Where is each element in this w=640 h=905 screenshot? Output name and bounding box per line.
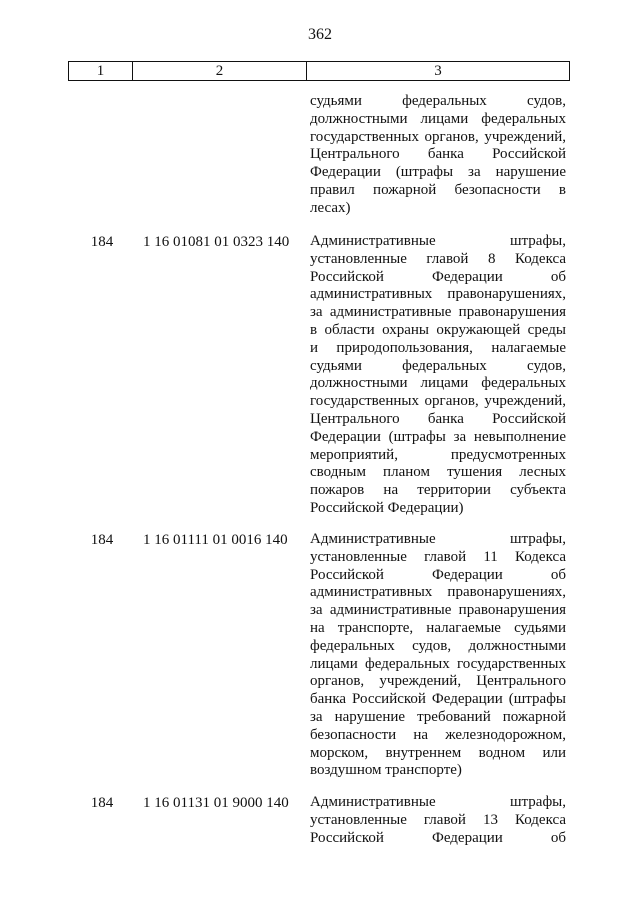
description-line: за административные правонарушения bbox=[310, 602, 566, 619]
description-line: административных правонарушениях, bbox=[310, 584, 566, 601]
description-line: федеральных судов, должностными bbox=[310, 637, 566, 654]
description-line: мероприятий, предусмотренных bbox=[310, 446, 566, 463]
description-line: Административные штрафы, bbox=[310, 794, 566, 810]
description-line: лесах) bbox=[310, 199, 351, 216]
description-line: Российской Федерации) bbox=[310, 499, 464, 516]
description-line: лицами федеральных государственных bbox=[310, 655, 566, 672]
description-line: судьями федеральных судов, bbox=[310, 93, 566, 109]
admin-code: 184 bbox=[90, 532, 114, 548]
description-line: органов, учреждений, Центрального bbox=[310, 673, 566, 690]
description-line: должностными лицами федеральных bbox=[310, 110, 566, 127]
entry-description bbox=[310, 233, 566, 518]
description-line: Российской Федерации об bbox=[310, 829, 566, 846]
description-line: банка Российской Федерации (штрафы bbox=[310, 691, 566, 708]
description-line: Федерации (штрафы за невыполнение bbox=[310, 428, 566, 445]
description-line: Российской Федерации об bbox=[310, 268, 566, 285]
description-line: установленные главой 8 Кодекса bbox=[310, 250, 566, 267]
description-line: установленные главой 11 Кодекса bbox=[310, 548, 566, 565]
description-line: в области охраны окружающей среды bbox=[310, 321, 566, 338]
description-line: установленные главой 13 Кодекса bbox=[310, 811, 566, 828]
description-line: воздушном транспорте) bbox=[310, 762, 462, 779]
kbk-code: 1 16 01131 01 9000 140 bbox=[143, 795, 289, 811]
kbk-code: 1 16 01111 01 0016 140 bbox=[143, 532, 288, 548]
description-line: должностными лицами федеральных bbox=[310, 375, 566, 392]
column-header-3: 3 bbox=[434, 62, 442, 79]
description-line: Административные штрафы, bbox=[310, 233, 566, 249]
column-header-row bbox=[68, 61, 570, 81]
column-header-1: 1 bbox=[69, 62, 133, 80]
description-line: и природопользования, налагаемые bbox=[310, 339, 566, 356]
admin-code: 184 bbox=[90, 795, 114, 811]
entry-description bbox=[310, 531, 566, 780]
kbk-code: 1 16 01081 01 0323 140 bbox=[143, 234, 290, 250]
description-line: пожаров на территории субъекта bbox=[310, 482, 566, 499]
page-number: 362 bbox=[308, 26, 332, 43]
description-line: сводным планом тушения лесных bbox=[310, 464, 566, 481]
description-line: за административные правонарушения bbox=[310, 304, 566, 321]
description-line: Федерации (штрафы за нарушение bbox=[310, 164, 566, 181]
description-line: морском, внутреннем водном или bbox=[310, 744, 566, 761]
continuation-description bbox=[310, 93, 566, 218]
description-line: государственных органов, учреждений, bbox=[310, 128, 566, 145]
description-line: Центрального банка Российской bbox=[310, 146, 566, 163]
description-line: Административные штрафы, bbox=[310, 531, 566, 547]
description-line: безопасности на железнодорожном, bbox=[310, 726, 566, 743]
description-line: государственных органов, учреждений, bbox=[310, 393, 566, 410]
entry-description bbox=[310, 794, 566, 847]
description-line: судьями федеральных судов, bbox=[310, 357, 566, 374]
description-line: на транспорте, налагаемые судьями bbox=[310, 619, 566, 636]
description-line: Центрального банка Российской bbox=[310, 410, 566, 427]
admin-code: 184 bbox=[90, 234, 114, 250]
description-line: правил пожарной безопасности в bbox=[310, 181, 566, 198]
description-line: административных правонарушениях, bbox=[310, 286, 566, 303]
description-line: Российской Федерации об bbox=[310, 566, 566, 583]
description-line: за нарушение требований пожарной bbox=[310, 708, 566, 725]
column-header-2: 2 bbox=[133, 62, 307, 80]
